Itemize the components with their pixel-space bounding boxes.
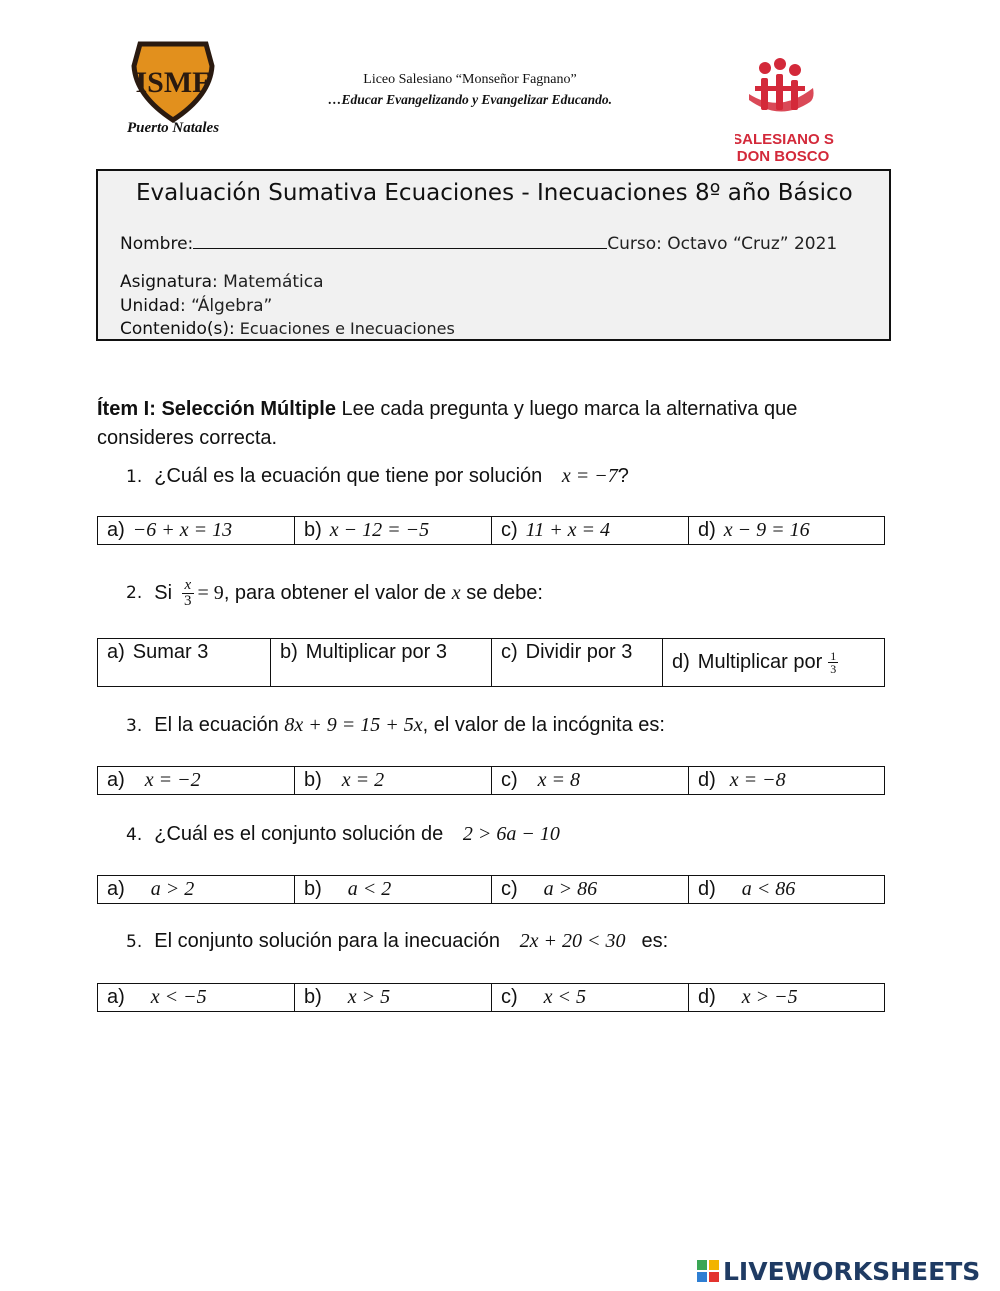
option-label: d)	[698, 986, 716, 1008]
option-b[interactable]	[295, 984, 492, 1011]
option-value: x = −8	[729, 769, 786, 791]
question-text: ¿Cuál es la ecuación que tiene por solución	[154, 465, 543, 487]
option-label: c)	[501, 986, 518, 1008]
question-3	[126, 714, 665, 737]
school-header	[240, 72, 700, 108]
question-math: x = −7	[561, 465, 618, 487]
question-1	[126, 465, 629, 488]
options-row-2	[97, 638, 885, 687]
option-label: b)	[304, 986, 322, 1008]
question-fraction	[182, 578, 194, 609]
options-row-1	[97, 516, 885, 545]
option-c[interactable]	[492, 876, 689, 903]
option-a[interactable]	[98, 984, 295, 1011]
unidad-value: : “Álgebra”	[179, 296, 273, 316]
options-row-4	[97, 875, 885, 904]
salesianos-logo	[735, 58, 845, 168]
option-value: x > 5	[347, 986, 391, 1008]
liveworksheets-wordmark: LIVEWORKSHEETS	[723, 1256, 981, 1286]
option-c[interactable]	[492, 517, 689, 544]
option-label: a)	[107, 986, 125, 1008]
nombre-blank[interactable]	[193, 232, 607, 249]
curso-text: Curso: Octavo “Cruz” 2021	[607, 234, 838, 254]
contenido-label: Contenido(s):	[120, 319, 235, 339]
option-value: x = −2	[144, 769, 201, 791]
option-value: Dividir por 3	[525, 641, 633, 663]
option-label: a)	[107, 641, 125, 663]
question-math: 2 > 6a − 10	[462, 823, 560, 845]
brand-icon-square	[709, 1272, 719, 1282]
option-c[interactable]	[492, 639, 663, 686]
contenido-row	[120, 319, 455, 339]
option-d[interactable]	[663, 639, 884, 686]
question-math: 2x + 20 < 30	[519, 930, 626, 952]
asignatura-label: Asignatura	[120, 272, 213, 292]
nombre-label: Nombre:	[120, 234, 194, 254]
option-value: x − 12 = −5	[329, 519, 430, 541]
option-d[interactable]	[689, 767, 884, 794]
option-value: x < −5	[150, 986, 207, 1008]
option-label: c)	[501, 519, 518, 541]
fraction-numerator: 1	[830, 649, 837, 663]
question-text-after: es:	[641, 930, 669, 952]
crest-caption: Puerto Natales	[126, 120, 220, 136]
item-label: Ítem I: Selección Múltiple	[97, 398, 336, 420]
option-d[interactable]	[689, 876, 884, 903]
fraction-denominator: 3	[184, 592, 192, 609]
liveworksheets-icon	[697, 1260, 719, 1282]
option-label: b)	[280, 641, 298, 663]
option-d[interactable]	[689, 517, 884, 544]
option-label: b)	[304, 769, 322, 791]
question-number: 1.	[126, 467, 143, 487]
option-value: x = 2	[341, 769, 385, 791]
option-value: 11 + x = 4	[525, 519, 611, 541]
option-c[interactable]	[492, 984, 689, 1011]
option-b[interactable]	[295, 517, 492, 544]
option-d[interactable]	[689, 984, 884, 1011]
question-math: 8x + 9 = 15 + 5x	[284, 714, 423, 736]
salesianos-line1: SALESIANO S	[735, 131, 834, 148]
fraction-denominator: 3	[830, 662, 837, 676]
asignatura-row	[120, 272, 324, 292]
option-value: a < 2	[347, 878, 392, 900]
unidad-label: Unidad	[120, 296, 180, 316]
option-label: b)	[304, 878, 322, 900]
brand-icon-square	[697, 1260, 707, 1270]
option-value: x > −5	[741, 986, 798, 1008]
option-value: −6 + x = 13	[132, 519, 233, 541]
salesianos-line2: DON BOSCO	[736, 148, 830, 165]
option-value: a > 2	[150, 878, 195, 900]
option-label: d)	[672, 651, 690, 673]
option-label: b)	[304, 519, 322, 541]
contenido-value: Ecuaciones e Inecuaciones	[234, 319, 455, 338]
option-a[interactable]	[98, 767, 295, 794]
option-b[interactable]	[295, 876, 492, 903]
question-5	[126, 930, 668, 953]
brand-icon-square	[697, 1272, 707, 1282]
school-name: Liceo Salesiano “Monseñor Fagnano”	[363, 72, 577, 87]
nombre-row	[120, 232, 860, 254]
option-b[interactable]	[271, 639, 492, 686]
option-value: Sumar 3	[132, 641, 209, 663]
question-text-mid: , para obtener el valor de	[223, 581, 447, 604]
option-label: d)	[698, 878, 716, 900]
brand-icon-square	[709, 1260, 719, 1270]
option-value: x − 9 = 16	[723, 519, 810, 541]
question-math: = 9	[197, 581, 224, 604]
option-label: c)	[501, 769, 518, 791]
option-value: Multiplicar por	[697, 651, 823, 673]
crest-letters: ISMF	[135, 66, 211, 99]
option-value: a > 86	[543, 878, 598, 900]
option-a[interactable]	[98, 517, 295, 544]
question-text: Si	[154, 581, 173, 604]
option-value: x < 5	[543, 986, 587, 1008]
options-row-5	[97, 983, 885, 1012]
option-c[interactable]	[492, 767, 689, 794]
option-label: a)	[107, 769, 125, 791]
option-label: a)	[107, 519, 125, 541]
asignatura-value: : Matemática	[212, 272, 324, 292]
option-b[interactable]	[295, 767, 492, 794]
question-text: El conjunto solución para la inecuación	[154, 930, 501, 952]
option-label: d)	[698, 519, 716, 541]
liveworksheets-brand	[697, 1256, 980, 1286]
option-value: x = 8	[537, 769, 581, 791]
option-label: c)	[501, 641, 518, 663]
fraction-numerator: x	[182, 578, 194, 594]
question-number: 5.	[126, 932, 143, 952]
question-2	[126, 570, 543, 616]
instructions-text: Lee cada pregunta y luego marca la alternativa que consideres correcta.	[97, 398, 798, 449]
option-label: c)	[501, 878, 518, 900]
question-4	[126, 823, 560, 846]
option-value: Multiplicar por 3	[305, 641, 447, 663]
question-var: x	[451, 581, 461, 604]
school-motto: …Educar Evangelizando y Evangelizar Educando.	[328, 92, 612, 107]
option-label: a)	[107, 878, 125, 900]
exam-title: Evaluación Sumativa Ecuaciones - Inecuaciones 8º año Básico	[136, 180, 853, 206]
question-number: 4.	[126, 825, 143, 845]
options-row-3	[97, 766, 885, 795]
question-number: 2.	[126, 583, 143, 603]
unidad-row	[120, 296, 272, 316]
option-value: a < 86	[741, 878, 796, 900]
option-fraction	[828, 650, 838, 675]
school-crest-logo	[118, 36, 228, 136]
option-a[interactable]	[98, 876, 295, 903]
question-text: El la ecuación	[154, 714, 279, 736]
option-a[interactable]	[98, 639, 271, 686]
instructions	[97, 395, 887, 453]
question-number: 3.	[126, 716, 143, 736]
option-label: d)	[698, 769, 716, 791]
question-text-after: se debe:	[466, 581, 543, 604]
question-text-after: ?	[617, 465, 629, 487]
question-text: ¿Cuál es el conjunto solución de	[154, 823, 444, 845]
question-text-after: , el valor de la incógnita es:	[422, 714, 665, 736]
